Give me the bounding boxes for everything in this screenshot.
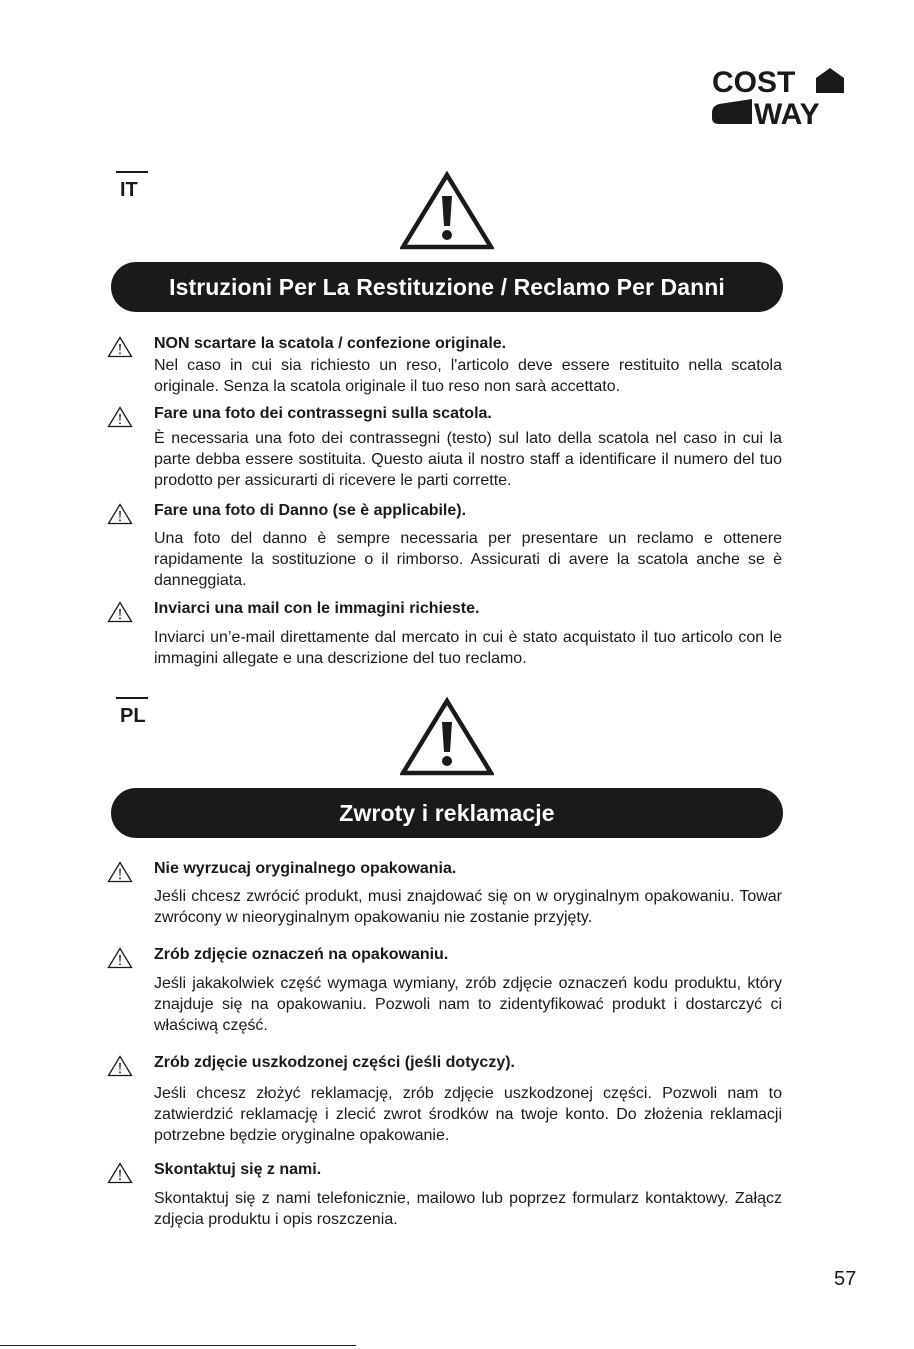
- item-heading: Zrób zdjęcie oznaczeń na opakowaniu.: [154, 946, 449, 963]
- section-banner-pl: Zwroty i reklamacje: [111, 788, 783, 838]
- warning-triangle-icon: [400, 170, 494, 250]
- item-heading: Fare una foto dei contrassegni sulla scatola.: [154, 405, 492, 422]
- item-heading: Zrób zdjęcie uszkodzonej części (jeśli dotyczy).: [154, 1054, 515, 1071]
- item-heading: Fare una foto di Danno (se è applicabile).: [154, 502, 467, 519]
- costway-logo: [712, 66, 844, 126]
- warning-icon: [107, 336, 133, 358]
- language-code: PL: [120, 705, 146, 727]
- item-body: Skontaktuj się z nami telefonicznie, mailowo lub poprzez formularz kontaktowy. Załącz zdjęcia produktu i opis roszczenia.: [154, 1190, 782, 1228]
- item-heading: Inviarci una mail con le immagini richieste.: [154, 600, 480, 617]
- logo-text-line2: WAY: [754, 98, 820, 126]
- item-body: È necessaria una foto dei contrassegni (testo) sul lato della scatola nel caso in cui la parte debba essere sostituita. Questo aiuta il nostro staff a identificare il numero del tuo prodotto per assicurarti di ricevere le parti corrette.: [154, 430, 782, 489]
- item-body: Jeśli chcesz zwrócić produkt, musi znajdować się on w oryginalnym opakowaniu. Towar zwrócony w nieoryginalnym opakowaniu nie zostanie przyjęty.: [154, 888, 782, 926]
- warning-icon: [107, 861, 133, 883]
- house-icon: [816, 68, 844, 93]
- item-body: Jeśli jakakolwiek część wymaga wymiany, zrób zdjęcie oznaczeń kodu produktu, który znajduje się na opakowaniu. Pozwoli nam to zidentyfikować produkt i dostarczyć ci właściwą część.: [154, 975, 782, 1034]
- warning-icon: [107, 601, 133, 623]
- language-tag-bar: [116, 171, 148, 173]
- language-tag-pl: [116, 697, 148, 727]
- item-heading: Nie wyrzucaj oryginalnego opakowania.: [154, 860, 457, 877]
- page-number: 57: [834, 1268, 857, 1290]
- warning-icon: [107, 503, 133, 525]
- item-body: Jeśli chcesz złożyć reklamację, zrób zdjęcie uszkodzonej części. Pozwoli nam to zatwierdzić reklamację i zlecić zwrot środków na twoje konto. Do złożenia reklamacji potrzebne będzie oryginalne opakowanie.: [154, 1085, 782, 1144]
- warning-icon: [107, 1055, 133, 1077]
- section-banner-it: Istruzioni Per La Restituzione / Reclamo Per Danni: [111, 262, 783, 312]
- roof-shape-icon: [712, 99, 752, 124]
- item-body: Una foto del danno è sempre necessaria per presentare un reclamo e ottenere rapidamente la sostituzione o il rimborso. Assicurati di avere la scatola anche se è danneggiata.: [154, 530, 782, 589]
- warning-triangle-icon: [400, 696, 494, 776]
- warning-icon: [107, 1162, 133, 1184]
- warning-icon: [107, 406, 133, 428]
- item-body: Nel caso in cui sia richiesto un reso, l'articolo deve essere restituito nella scatola originale. Senza la scatola originale il tuo reso non sarà accettato.: [154, 357, 782, 395]
- language-code: IT: [120, 179, 138, 201]
- item-heading: Skontaktuj się z nami.: [154, 1161, 322, 1178]
- logo-text-line1: COST: [712, 66, 796, 99]
- warning-icon: [107, 947, 133, 969]
- language-tag-bar: [116, 697, 148, 699]
- item-body: Inviarci un’e-mail direttamente dal mercato in cui è stato acquistato il tuo articolo con le immagini allegate e una descrizione del tuo reclamo.: [154, 629, 782, 667]
- item-heading: NON scartare la scatola / confezione originale.: [154, 335, 507, 352]
- language-tag-it: [116, 171, 148, 201]
- footer-rule: [0, 1345, 356, 1346]
